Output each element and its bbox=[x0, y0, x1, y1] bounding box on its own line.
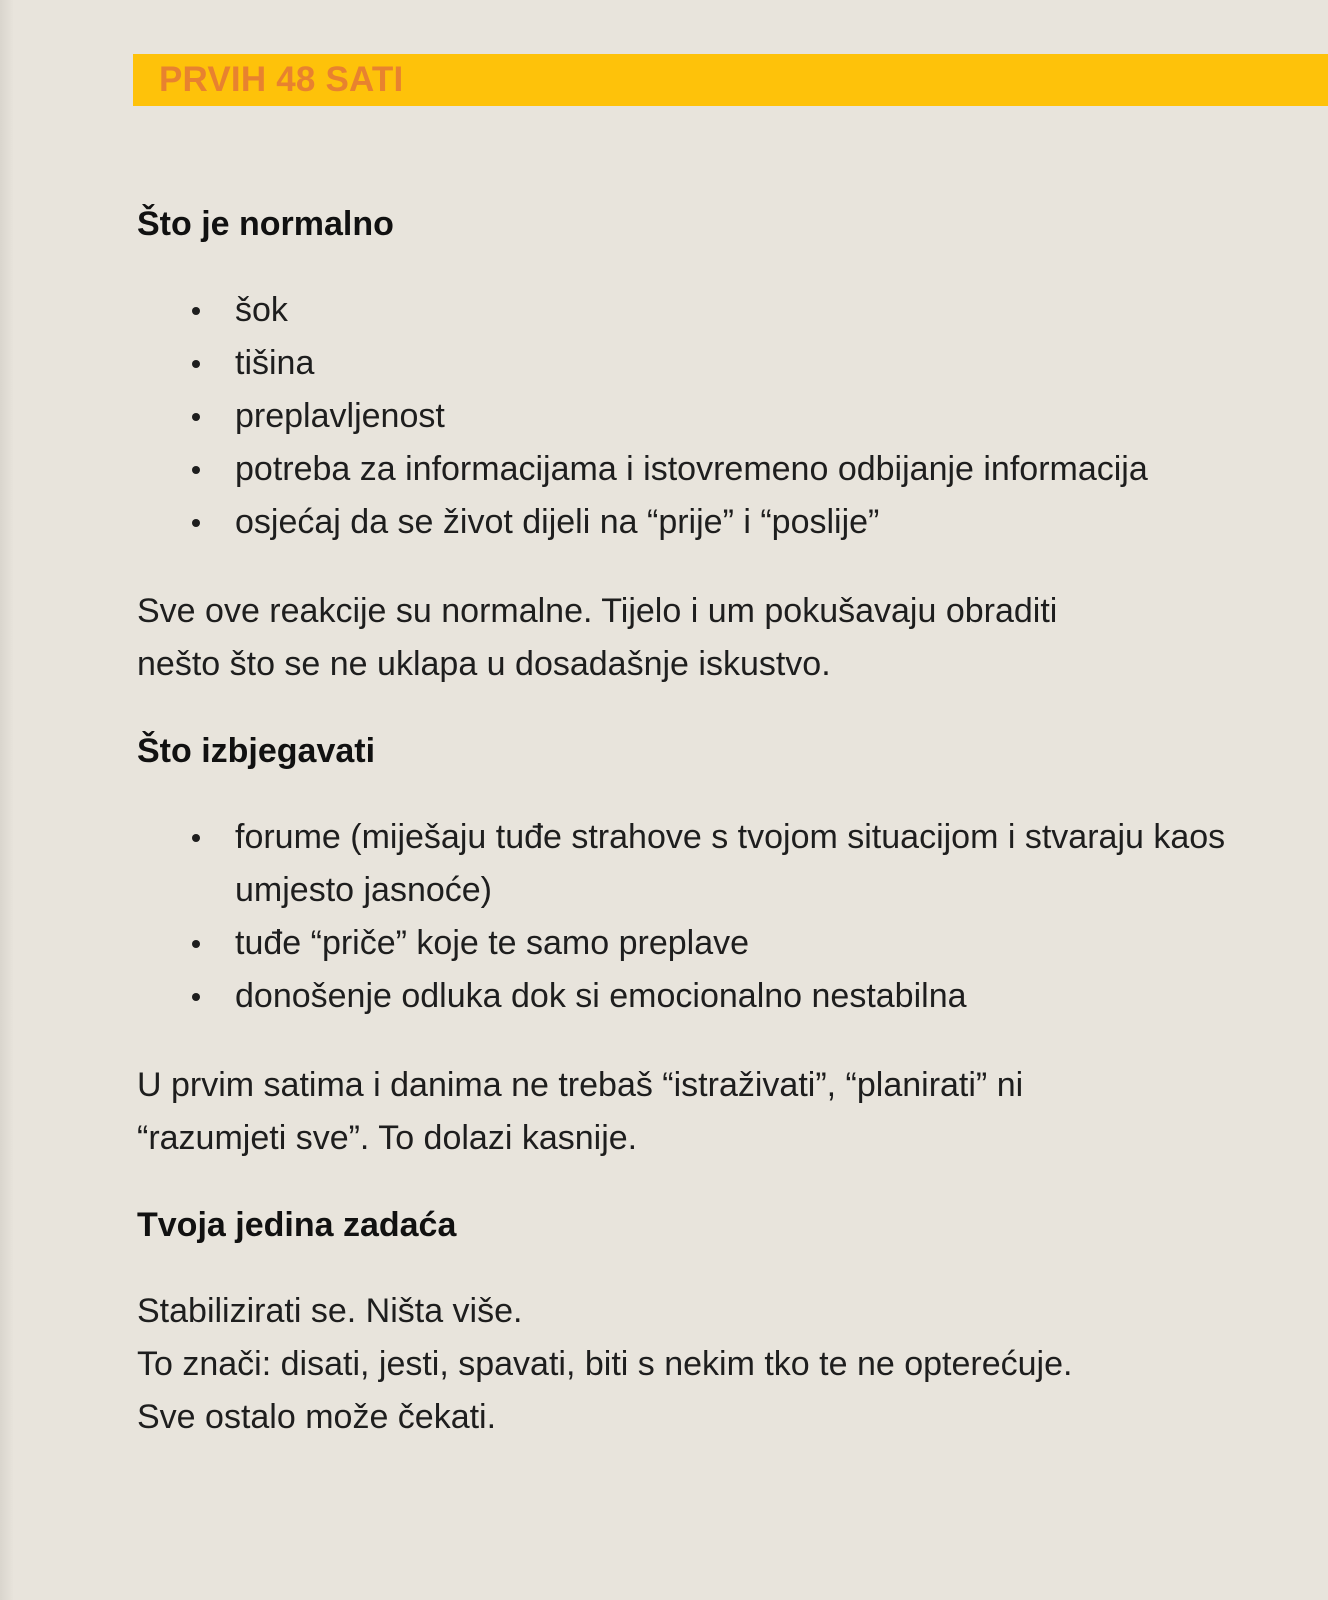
list-normal bbox=[137, 284, 1317, 549]
title-banner bbox=[133, 54, 1328, 106]
bullet-icon bbox=[192, 360, 200, 368]
list-item-text: tuđe “priče” koje te samo preplave bbox=[235, 924, 750, 962]
list-item bbox=[137, 970, 1317, 1023]
bullet-icon bbox=[192, 466, 200, 474]
paragraph-line: “razumjeti sve”. To dolazi kasnije. bbox=[137, 1119, 638, 1157]
list-item-text: potreba za informacijama i istovremeno odbijanje informacija bbox=[235, 450, 1148, 488]
banner-title: PRVIH 48 SATI bbox=[159, 60, 404, 99]
list-item bbox=[137, 337, 1317, 390]
list-item-text: tišina bbox=[235, 344, 315, 382]
list-item bbox=[137, 284, 1317, 337]
heading-avoid: Što izbjegavati bbox=[137, 732, 376, 770]
document-content bbox=[137, 198, 1317, 1478]
list-item-text: forume (miješaju tuđe strahove s tvojom situacijom i stvaraju kaos umjesto jasnoće) bbox=[235, 818, 1226, 909]
page-edge-shadow bbox=[0, 0, 14, 1600]
heading-task: Tvoja jedina zadaća bbox=[137, 1206, 457, 1244]
bullet-icon bbox=[192, 307, 200, 315]
list-item bbox=[137, 496, 1317, 549]
list-item bbox=[137, 443, 1317, 496]
list-item bbox=[137, 390, 1317, 443]
paragraph-line: Stabilizirati se. Ništa više. bbox=[137, 1292, 523, 1330]
bullet-icon bbox=[192, 940, 200, 948]
paragraph-task bbox=[137, 1285, 1317, 1444]
list-item-text: šok bbox=[235, 291, 288, 329]
list-item bbox=[137, 917, 1317, 970]
bullet-icon bbox=[192, 413, 200, 421]
paragraph-avoid bbox=[137, 1059, 1317, 1165]
list-item bbox=[137, 811, 1317, 917]
paragraph-line: U prvim satima i danima ne trebaš “istraživati”, “planirati” ni bbox=[137, 1066, 1024, 1104]
paragraph-normal bbox=[137, 585, 1317, 691]
paragraph-line: nešto što se ne uklapa u dosadašnje iskustvo. bbox=[137, 645, 831, 683]
bullet-icon bbox=[192, 993, 200, 1001]
paragraph-line: Sve ove reakcije su normalne. Tijelo i um pokušavaju obraditi bbox=[137, 592, 1058, 630]
bullet-icon bbox=[192, 519, 200, 527]
paragraph-line: Sve ostalo može čekati. bbox=[137, 1398, 497, 1436]
paragraph-line: To znači: disati, jesti, spavati, biti s nekim tko te ne opterećuje. bbox=[137, 1345, 1073, 1383]
list-avoid bbox=[137, 811, 1317, 1023]
list-item-text: preplavljenost bbox=[235, 397, 445, 435]
list-item-text: donošenje odluka dok si emocionalno nestabilna bbox=[235, 977, 967, 1015]
bullet-icon bbox=[192, 834, 200, 842]
heading-normal: Što je normalno bbox=[137, 205, 394, 243]
list-item-text: osjećaj da se život dijeli na “prije” i “poslije” bbox=[235, 503, 880, 541]
